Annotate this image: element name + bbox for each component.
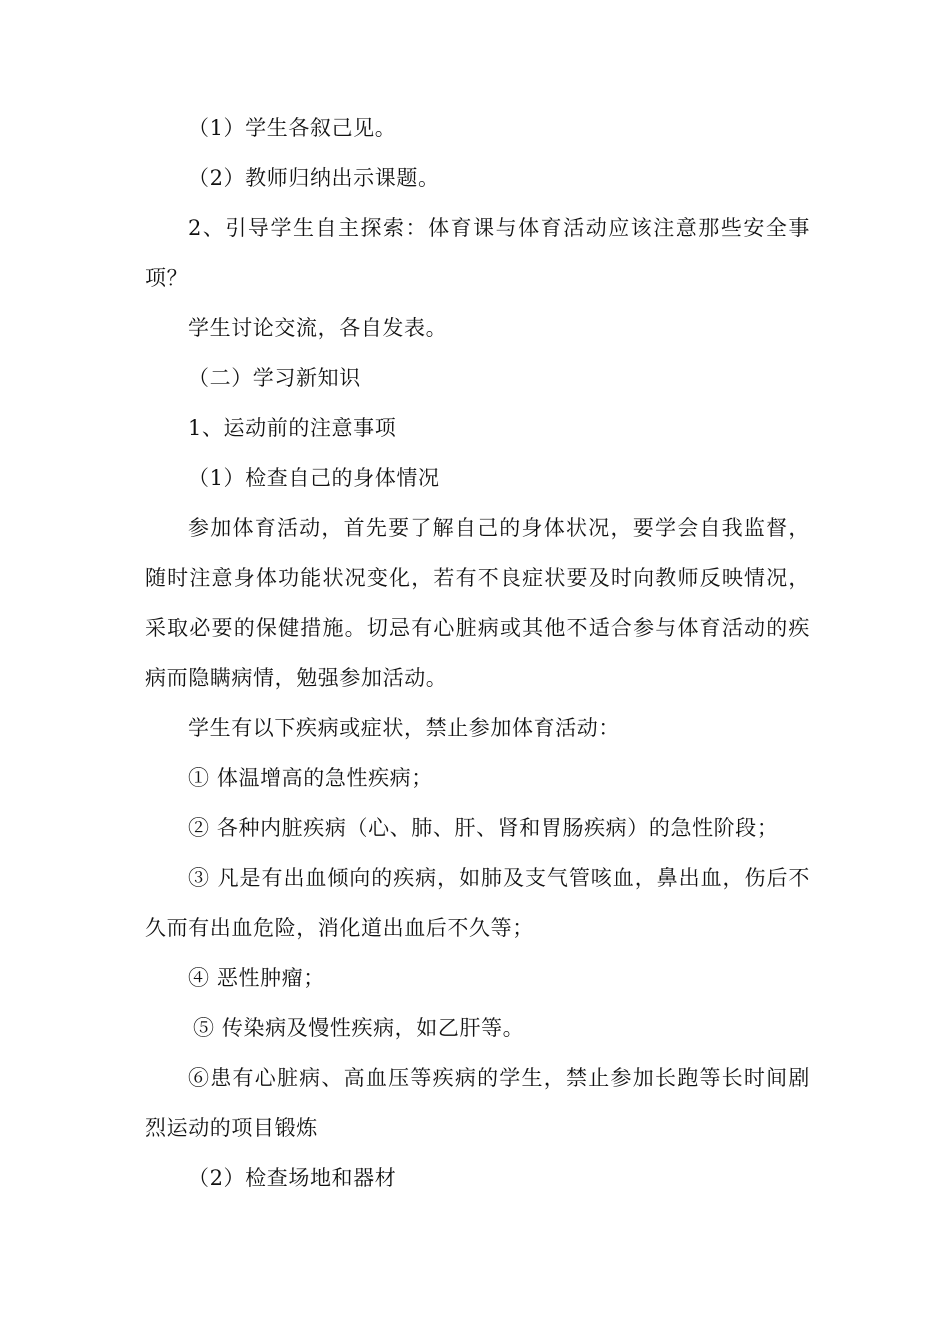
list-item-infectious-disease: ⑤ 传染病及慢性疾病，如乙肝等。 [193,1016,525,1040]
list-item-tumor: ④ 恶性肿瘤； [188,966,325,990]
list-item-bleeding: ③ 凡是有出血倾向的疾病，如肺及支气管咳血，鼻出血，伤后不久而有出血危险，消化道出血后不久等； [145,866,810,940]
item-heading-check-equipment: （2）检查场地和器材 [188,1166,397,1190]
subsection-heading-pre-exercise: 1、运动前的注意事项 [188,416,397,440]
list-item-visceral-disease: ② 各种内脏疾病（心、肺、肝、肾和胃肠疾病）的急性阶段； [188,816,779,840]
list-item-fever: ① 体温增高的急性疾病； [188,766,433,790]
paragraph-teacher-topic: （2）教师归纳出示课题。 [188,166,440,190]
document-body [145,103,810,1203]
paragraph-body-condition: 参加体育活动，首先要了解自己的身体状况，要学会自我监督，随时注意身体功能状况变化，若有不良症状要及时向教师反映情况，采取必要的保健措施。切忌有心脏病或其他不适合参与体育活动的疾病而隐瞒病情，勉强参加活动。 [145,516,810,690]
list-item-heart-disease: ⑥患有心脏病、高血压等疾病的学生，禁止参加长跑等长时间剧烈运动的项目锻炼 [145,1066,810,1140]
item-heading-check-body: （1）检查自己的身体情况 [188,466,440,490]
paragraph-guide-exploration: 2、引导学生自主探索：体育课与体育活动应该注意那些安全事项？ [145,216,810,290]
section-heading-new-knowledge: （二）学习新知识 [188,366,361,390]
paragraph-prohibited-intro: 学生有以下疾病或症状，禁止参加体育活动： [188,716,620,740]
paragraph-student-discussion: 学生讨论交流，各自发表。 [188,316,448,340]
paragraph-student-opinions: （1）学生各叙己见。 [188,116,397,140]
